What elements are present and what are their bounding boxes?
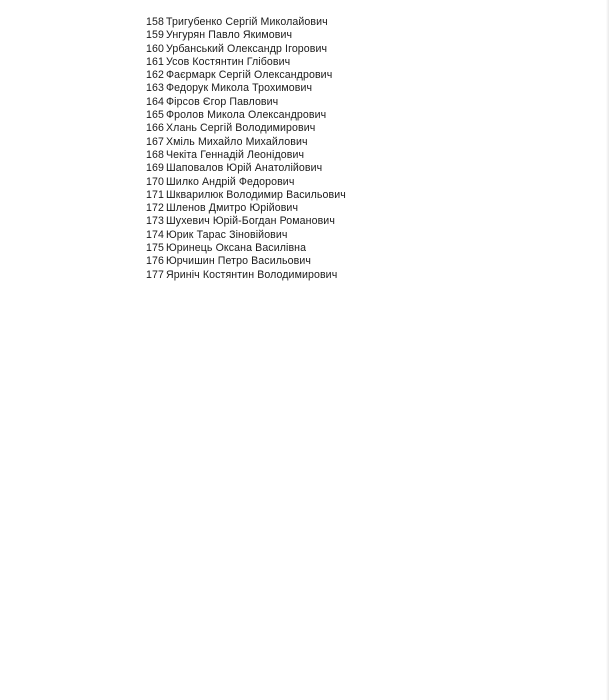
entry-name: Хлань Сергій Володимирович	[166, 122, 316, 135]
entry-number: 165	[146, 109, 164, 122]
list-item	[146, 176, 346, 189]
entry-name: Тригубенко Сергій Миколайович	[166, 16, 328, 28]
list-item	[146, 16, 346, 29]
entry-name: Федорук Микола Трохимович	[166, 82, 313, 95]
list-item	[146, 215, 346, 228]
list-item	[146, 122, 346, 135]
list-item	[146, 269, 346, 282]
entry-number: 163	[146, 82, 164, 95]
list-item	[146, 202, 346, 215]
entry-name: Юрчишин Петро Васильович	[166, 255, 311, 268]
entry-number: 159	[146, 29, 164, 42]
list-item	[146, 149, 346, 162]
list-item	[146, 255, 346, 268]
entry-name: Хміль Михайло Михайлович	[166, 135, 308, 148]
entry-name: Шленов Дмитро Юрійович	[166, 202, 299, 215]
list-item	[146, 96, 346, 109]
list-item	[146, 56, 346, 69]
list-item	[146, 136, 346, 149]
entry-name: Фірсов Єгор Павлович	[166, 95, 279, 108]
entry-number: 166	[146, 122, 164, 135]
entry-number: 176	[146, 255, 164, 268]
entry-name: Усов Костянтин Глібович	[166, 55, 291, 68]
entry-name: Шилко Андрій Федорович	[166, 175, 295, 188]
entry-number: 162	[146, 69, 164, 82]
entry-name: Юрик Тарас Зіновійович	[166, 228, 288, 241]
entry-name: Шаповалов Юрій Анатолійович	[166, 162, 323, 175]
entry-number: 170	[146, 175, 164, 188]
entry-number: 175	[146, 242, 164, 255]
list-item	[146, 29, 346, 42]
entry-number: 161	[146, 55, 164, 68]
list-item	[146, 229, 346, 242]
list-item	[146, 69, 346, 82]
list-item	[146, 109, 346, 122]
entry-name: Шухевич Юрій-Богдан Романович	[166, 215, 335, 228]
list-item	[146, 242, 346, 255]
entry-number: 173	[146, 215, 164, 228]
entry-name: Шкварилюк Володимир Васильович	[166, 188, 346, 201]
entry-number: 174	[146, 228, 164, 241]
entry-number: 167	[146, 135, 164, 148]
entry-name: Урбанський Олександр Ігорович	[166, 42, 328, 55]
entry-number: 160	[146, 42, 164, 55]
entry-number: 169	[146, 162, 164, 175]
entry-name: Яриніч Костянтин Володимирович	[166, 268, 338, 281]
entry-number: 172	[146, 202, 164, 215]
list-item	[146, 43, 346, 56]
list-item	[146, 189, 346, 202]
entry-name: Унгурян Павло Якимович	[166, 29, 293, 42]
entry-number: 158	[146, 16, 164, 28]
entry-name: Чекіта Геннадій Леонідович	[166, 148, 305, 161]
entry-name: Фаєрмарк Сергій Олександрович	[166, 69, 333, 82]
entry-name: Юринець Оксана Василівна	[166, 242, 307, 255]
name-list	[146, 16, 346, 282]
entry-number: 171	[146, 188, 164, 201]
entry-name: Фролов Микола Олександрович	[166, 109, 327, 122]
entry-number: 177	[146, 268, 164, 281]
list-item	[146, 82, 346, 95]
list-item	[146, 162, 346, 175]
entry-number: 164	[146, 95, 164, 108]
entry-number: 168	[146, 148, 164, 161]
